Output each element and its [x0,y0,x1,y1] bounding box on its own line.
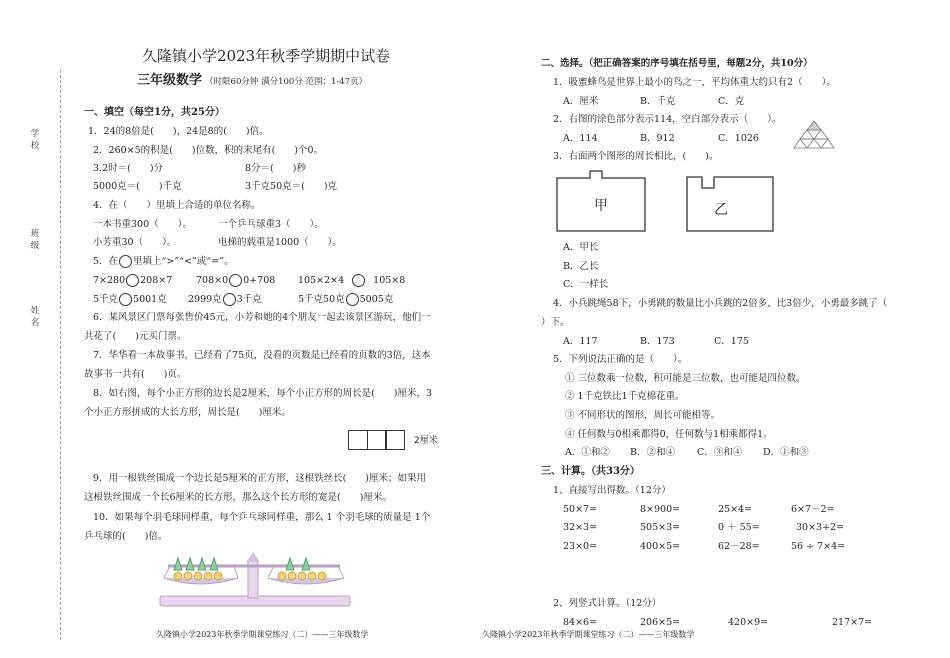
compare-circle [119,255,132,268]
calc-cell: 56 ÷ 7×4= [791,541,846,552]
compare-circle[interactable] [352,274,365,287]
subtitle-note: （时限60分钟 满分100分 范围：1-47页） [205,77,368,87]
s1-q9-l1: 9．用一根铁丝围成一个边长是5厘米的正方形，这根铁丝长( )厘米；如果用 [93,473,427,484]
calc-cell: 25×4= [718,504,753,515]
page-title: 久隆镇小学2023年秋季学期期中试卷 [142,47,391,65]
s2-q2-opt-c[interactable]: C．1026 [718,133,759,144]
calc-cell: 6×7－2= [791,504,835,515]
s1-q8-l2: 个小正方形拼成的大长方形，周长是( )厘米。 [84,407,291,418]
s3-sub1: 1、直接写出得数。（12分） [553,485,671,496]
s1-q3d: 3千克50克＝( )克 [245,181,338,192]
subtitle-row [137,73,367,89]
calc-cell: 23×0= [563,541,598,552]
s1-q10-l2: 乒乓球的( )倍。 [84,531,168,542]
side-label-name: 姓名 [30,306,40,328]
s2-q3-opt-a[interactable]: A．甲长 [563,242,599,253]
s2-q5: 5．下列说法正确的是（ ）。 [553,354,688,365]
s1-q3c: 5000克＝( )千克 [93,181,182,192]
binding-line [60,70,61,640]
shape-yi-label: 乙 [714,202,728,218]
calc-cell: 505×3= [640,522,681,533]
s1-q7-l2: 故事书一共有( )页。 [84,369,187,380]
s1-q1: 1．24的8倍是( )，24是8的( )倍。 [88,126,269,137]
shape-jia-label: 甲 [594,198,608,214]
balance-scale-image [150,548,360,612]
calc-cell: 32×3= [563,522,598,533]
s2-q2-opt-b[interactable]: B．912 [640,133,675,144]
s1-q3a: 3.2时＝( )分 [93,163,164,174]
s3-sub2: 2、列竖式计算。（12分） [553,598,662,609]
footer-right: 久隆镇小学2023年秋季学期课堂练习（二）——三年级数学 [482,630,695,639]
s2-q5-opt-c[interactable]: C．③和④ [697,447,743,458]
compare-circle[interactable] [223,293,236,306]
s1-q6-l1: 6．某风景区门票每张售价45元，小芳和她的4个朋友一起去该景区游玩，他们一 [93,312,431,323]
s2-q2-opt-a[interactable]: A．114 [563,133,598,144]
three-squares-figure [349,430,405,450]
s2-q4-l2: ）下。 [541,317,570,328]
vertical-calc: 217×7= [832,617,873,628]
vertical-calc: 84×6= [563,617,598,628]
s2-q1-opt-a[interactable]: A．厘米 [563,96,599,107]
s1-q5-r2-b: 2999克 3千克 [188,294,262,305]
s1-q9-l2: 这根铁丝围成一个长6厘米的长方形，那么这个长方形的宽是( )厘米。 [84,492,392,503]
q8-figure-label: 2厘米 [414,436,438,446]
side-label-class: 班级 [30,229,40,251]
subtitle: 三年级数学 [137,73,203,88]
s1-q5-r1-c: 105×2×4 105×8 [298,275,406,286]
s2-q3-opt-c[interactable]: C．一样长 [563,279,609,290]
compare-circle[interactable] [229,274,242,287]
s1-q4d: 电梯的载重是1000（ ）。 [218,237,342,248]
s1-q5-r2-a: 5千克 5001克 [93,294,167,305]
s1-q5-r1-b: 708×0 0+708 [196,275,276,286]
calc-cell: 62－28= [718,541,760,552]
s2-q2: 2．右图的涂色部分表示114，空白部分表示（ ）。 [553,114,782,125]
calc-cell: 50×7= [563,504,598,515]
s1-q3b: 8分＝( )秒 [245,163,306,174]
s2-q1: 1．吸蜜蜂鸟是世界上最小的鸟之一，平均体重大约只有2（ ）。 [553,77,836,88]
shape-yi-figure [686,176,774,232]
s2-q5-item: ④ 任何数与0相乘都得0，任何数与1相乘都得1。 [565,429,773,440]
s2-q5-opt-a[interactable]: A．①和② [565,447,610,458]
calc-cell: 8×900= [640,504,681,515]
section3-heading: 三、计算。（共33分） [541,466,640,477]
s1-q4: 4．在（ ）里填上合适的单位名称。 [93,200,261,211]
section1-heading: 一、填空（每空1分，共25分） [84,107,225,118]
s1-q4b: 一个乒乓球重3（ ）。 [218,219,324,230]
s2-q4-opt-c[interactable]: C．175 [714,336,749,347]
s2-q5-opt-b[interactable]: B．②和④ [630,447,675,458]
s1-q6-l2: 共花了( )元买门票。 [84,331,187,342]
s1-q7-l1: 7．华华看一本故事书，已经看了75页，没看的页数是已经看的页数的3倍，这本 [93,350,431,361]
s2-q3-opt-b[interactable]: B．乙长 [563,261,599,272]
side-label-school: 学校 [30,129,40,151]
compare-circle[interactable] [119,293,132,306]
triangle-figure [794,121,834,149]
vertical-calc: 206×5= [640,617,681,628]
compare-circle[interactable] [346,293,359,306]
s2-q5-item: ② 1千克铁比1千克棉花重。 [565,391,685,402]
s2-q4-l1: 4．小兵跳绳58下，小勇跳的数量比小兵跳的2倍多、比3倍少，小勇最多跳了（ [553,298,888,309]
s1-q4a: 一本书重300（ ）。 [93,219,192,230]
s1-q5-r1-a: 7×280 208×7 [93,275,173,286]
section2-heading: 二、选择。（把正确答案的序号填在括号里，每题2分，共10分） [541,58,813,69]
calc-cell: 0 ＋ 55= [718,522,760,533]
s1-q2: 2．260×5的积是( )位数，积的末尾有( )个0。 [93,145,324,156]
s2-q4-opt-b[interactable]: B．173 [640,336,675,347]
s1-q4c: 小芳重30（ ）。 [93,237,177,248]
compare-circle[interactable] [126,274,139,287]
s2-q5-opt-d[interactable]: D．①和③ [763,447,809,458]
s1-q5-post: 里填上“>”“<”或“=”。 [133,256,234,267]
s1-q10-l1: 10．如果每个羽毛球同样重，每个乒乓球同样重，那么 1 个羽毛球的质量是 1个 [93,512,431,523]
s2-q5-item: ① 三位数乘一位数，积可能是三位数，也可能是四位数。 [565,373,806,384]
s2-q1-opt-c[interactable]: C．克 [718,96,745,107]
s2-q5-item: ③ 不同形状的图形，周长可能相等。 [565,410,721,421]
calc-cell: 400×5= [640,541,681,552]
shape-jia-figure [556,170,646,232]
s1-q5 [93,255,234,268]
s1-q5-pre: 5．在 [93,256,119,267]
vertical-calc: 420×9= [728,617,769,628]
s1-q5-r2-c: 5千克50克 5005克 [298,294,394,305]
calc-cell: 30×3+2= [796,522,845,533]
s2-q3: 3．右面两个图形的周长相比，( )。 [553,151,719,162]
footer-left: 久隆镇小学2023年秋季学期课堂练习（二）——三年级数学 [156,630,369,639]
s1-q8-l1: 8．如右图，每个小正方形的边长是2厘米，每个小正方形的周长是( )厘米，3 [93,388,433,399]
s2-q1-opt-b[interactable]: B．千克 [640,96,676,107]
s2-q4-opt-a[interactable]: A．117 [563,336,598,347]
